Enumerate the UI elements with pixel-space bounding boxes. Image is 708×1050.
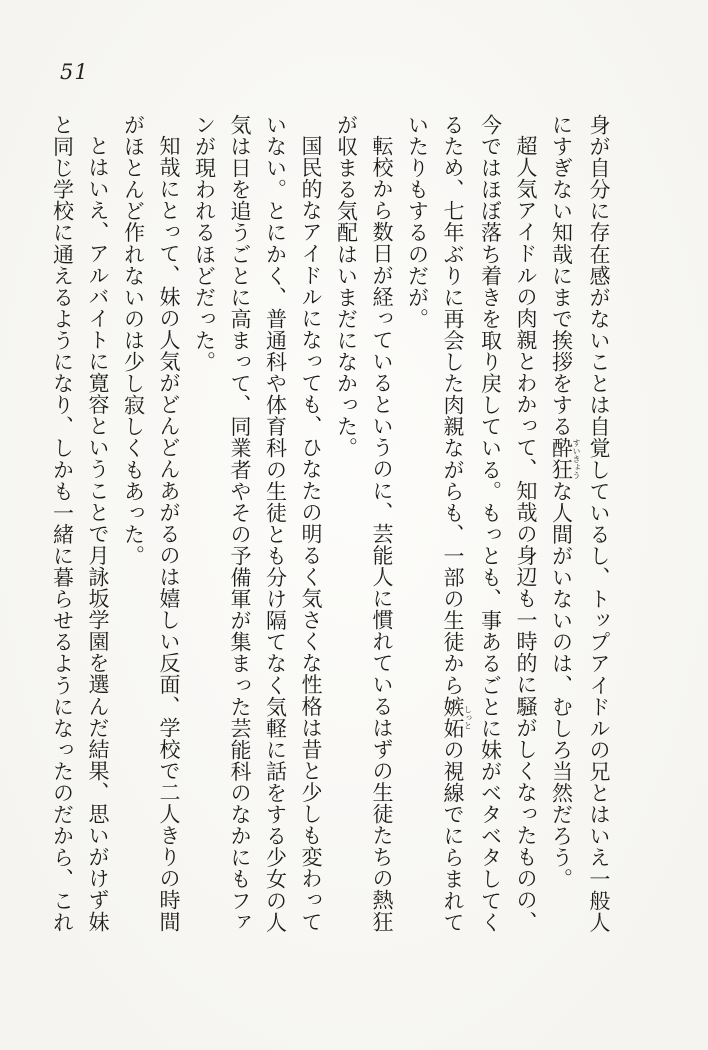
text-column: 知哉にとって、妹の人気がどんどんあがるのは嬉しい反面、学校で二人きりの時間	[157, 135, 181, 933]
page-number: 51	[60, 60, 89, 84]
text-block	[44, 114, 616, 954]
text-column: るため、七年ぶりに再会した肉親ながらも、一部の生徒から嫉妬しっとの視線でにらまれて	[441, 114, 473, 933]
text-column: 転校から数日が経っているというのに、芸能人に慣れているはずの生徒たちの熱狂	[370, 135, 394, 933]
text-column: と同じ学校に通えるようになり、しかも一緒に暮らせるようになったのだから、これ	[50, 114, 75, 933]
text-column: 身が自分に存在感がないことは自覚しているし、トップアイドルの兄とはいえ一般人	[587, 114, 611, 933]
text-column: 今ではほぼ落ち着きを取り戻している。もっとも、事あるごとに妹がベタベタしてく	[478, 114, 503, 933]
furigana-ruby: 嫉妬しっと	[441, 695, 473, 739]
text-column: 気は日を追うごとに高まって、同業者やその予備軍が集まった芸能科のなかにもファ	[228, 114, 252, 933]
text-column: とはいえ、アルバイトに寛容ということで月詠坂学園を選んだ結果、思いがけず妹	[86, 135, 110, 933]
text-column: 超人気アイドルの肉親とわかって、知哉の身辺も一時的に騒がしくなったものの、	[514, 135, 538, 933]
text-column: いない。とにかく、普通科や体育科の生徒とも分け隔てなく気軽に話をする少女の人	[263, 114, 288, 933]
text-column: いたりもするのだが。	[405, 114, 430, 330]
text-column: がほとんど作れないのは少し寂しくもあった。	[121, 114, 146, 567]
furigana-ruby: 酔狂すいきょう	[549, 437, 581, 481]
text-column: ンが現われるほどだった。	[192, 114, 217, 373]
text-column: が収まる気配はいまだになかった。	[334, 114, 359, 459]
text-column: 国民的なアイドルになっても、ひなたの明るく気さくな性格は昔と少しも変わって	[299, 135, 323, 933]
text-column: にすぎない知哉にまで挨拶をする酔狂すいきょうな人間がいないのは、むしろ当然だろう。	[549, 114, 581, 890]
